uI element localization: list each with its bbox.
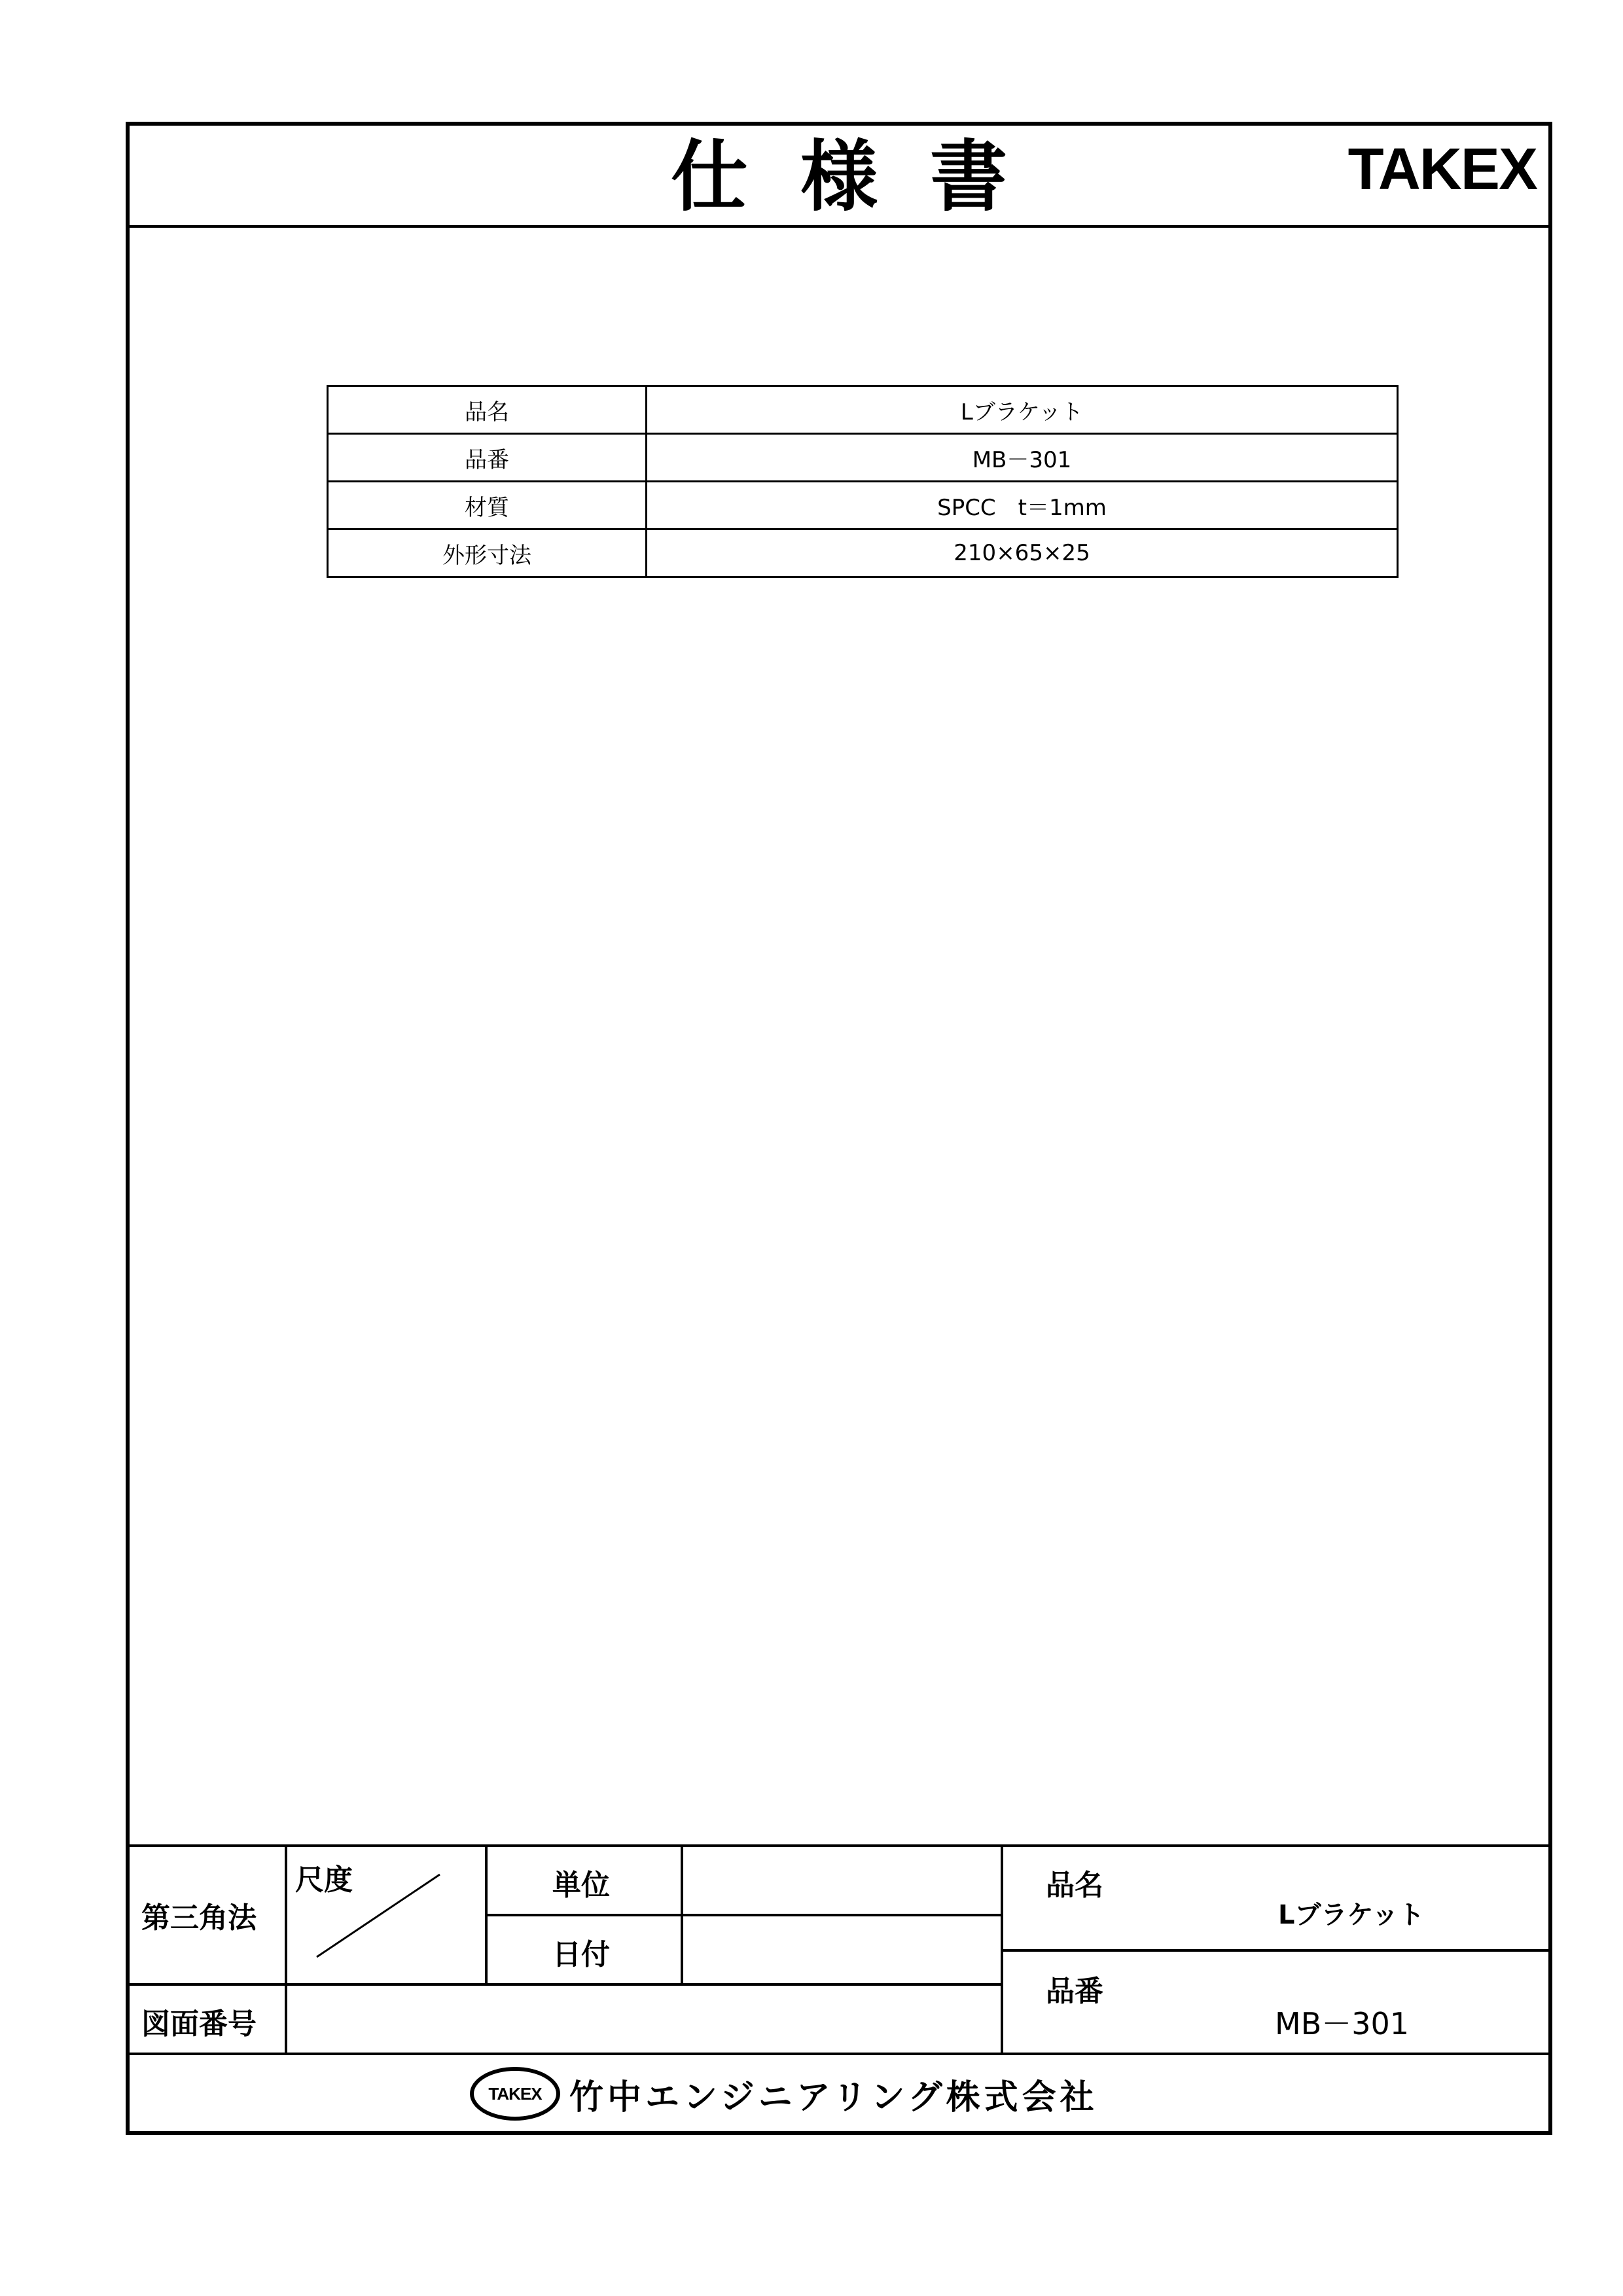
divider (285, 1844, 287, 2053)
divider (1001, 1949, 1548, 1952)
spec-value: Lブラケット (647, 386, 1398, 434)
company-footer (470, 2067, 1098, 2121)
takex-oval-logo (470, 2067, 560, 2121)
header (130, 126, 1548, 228)
divider (130, 1983, 1001, 1986)
product-number-value: MB－301 (1275, 2006, 1410, 2041)
brand-logo: TAKEX (1347, 137, 1537, 202)
table-row (328, 434, 1398, 482)
drawing-number-label: 図面番号 (141, 2007, 257, 2041)
table-row (328, 386, 1398, 434)
company-name: 竹中エンジニアリング株式会社 (569, 2077, 1098, 2117)
date-label: 日付 (552, 1938, 610, 1971)
scale-slash (313, 1871, 444, 1962)
spec-value: MB－301 (647, 434, 1398, 482)
unit-label: 単位 (552, 1869, 610, 1902)
document-frame (126, 122, 1552, 2135)
divider (485, 1844, 488, 1983)
spec-label: 外形寸法 (328, 529, 647, 577)
spec-label: 品番 (328, 434, 647, 482)
table-row (328, 529, 1398, 577)
spec-table (327, 385, 1399, 578)
spec-label: 品名 (328, 386, 647, 434)
logo-text: TAKEX (488, 2083, 542, 2104)
divider (485, 1914, 1001, 1916)
spec-value: 210×65×25 (647, 529, 1398, 577)
projection-label: 第三角法 (141, 1901, 257, 1935)
spec-label: 材質 (328, 482, 647, 529)
product-number-label: 品番 (1046, 1975, 1103, 2008)
divider (130, 2053, 1548, 2055)
divider (681, 1844, 683, 1983)
title-block (130, 1844, 1548, 2135)
divider (1001, 1844, 1003, 2053)
divider (130, 1844, 1548, 1847)
spec-value: SPCC t＝1mm (647, 482, 1398, 529)
product-name-value: Lブラケット (1278, 1900, 1425, 1930)
product-name-label: 品名 (1046, 1869, 1103, 1902)
document-title: 仕様書 (670, 132, 1060, 222)
scale-label: 尺度 (295, 1863, 353, 1897)
table-row (328, 482, 1398, 529)
